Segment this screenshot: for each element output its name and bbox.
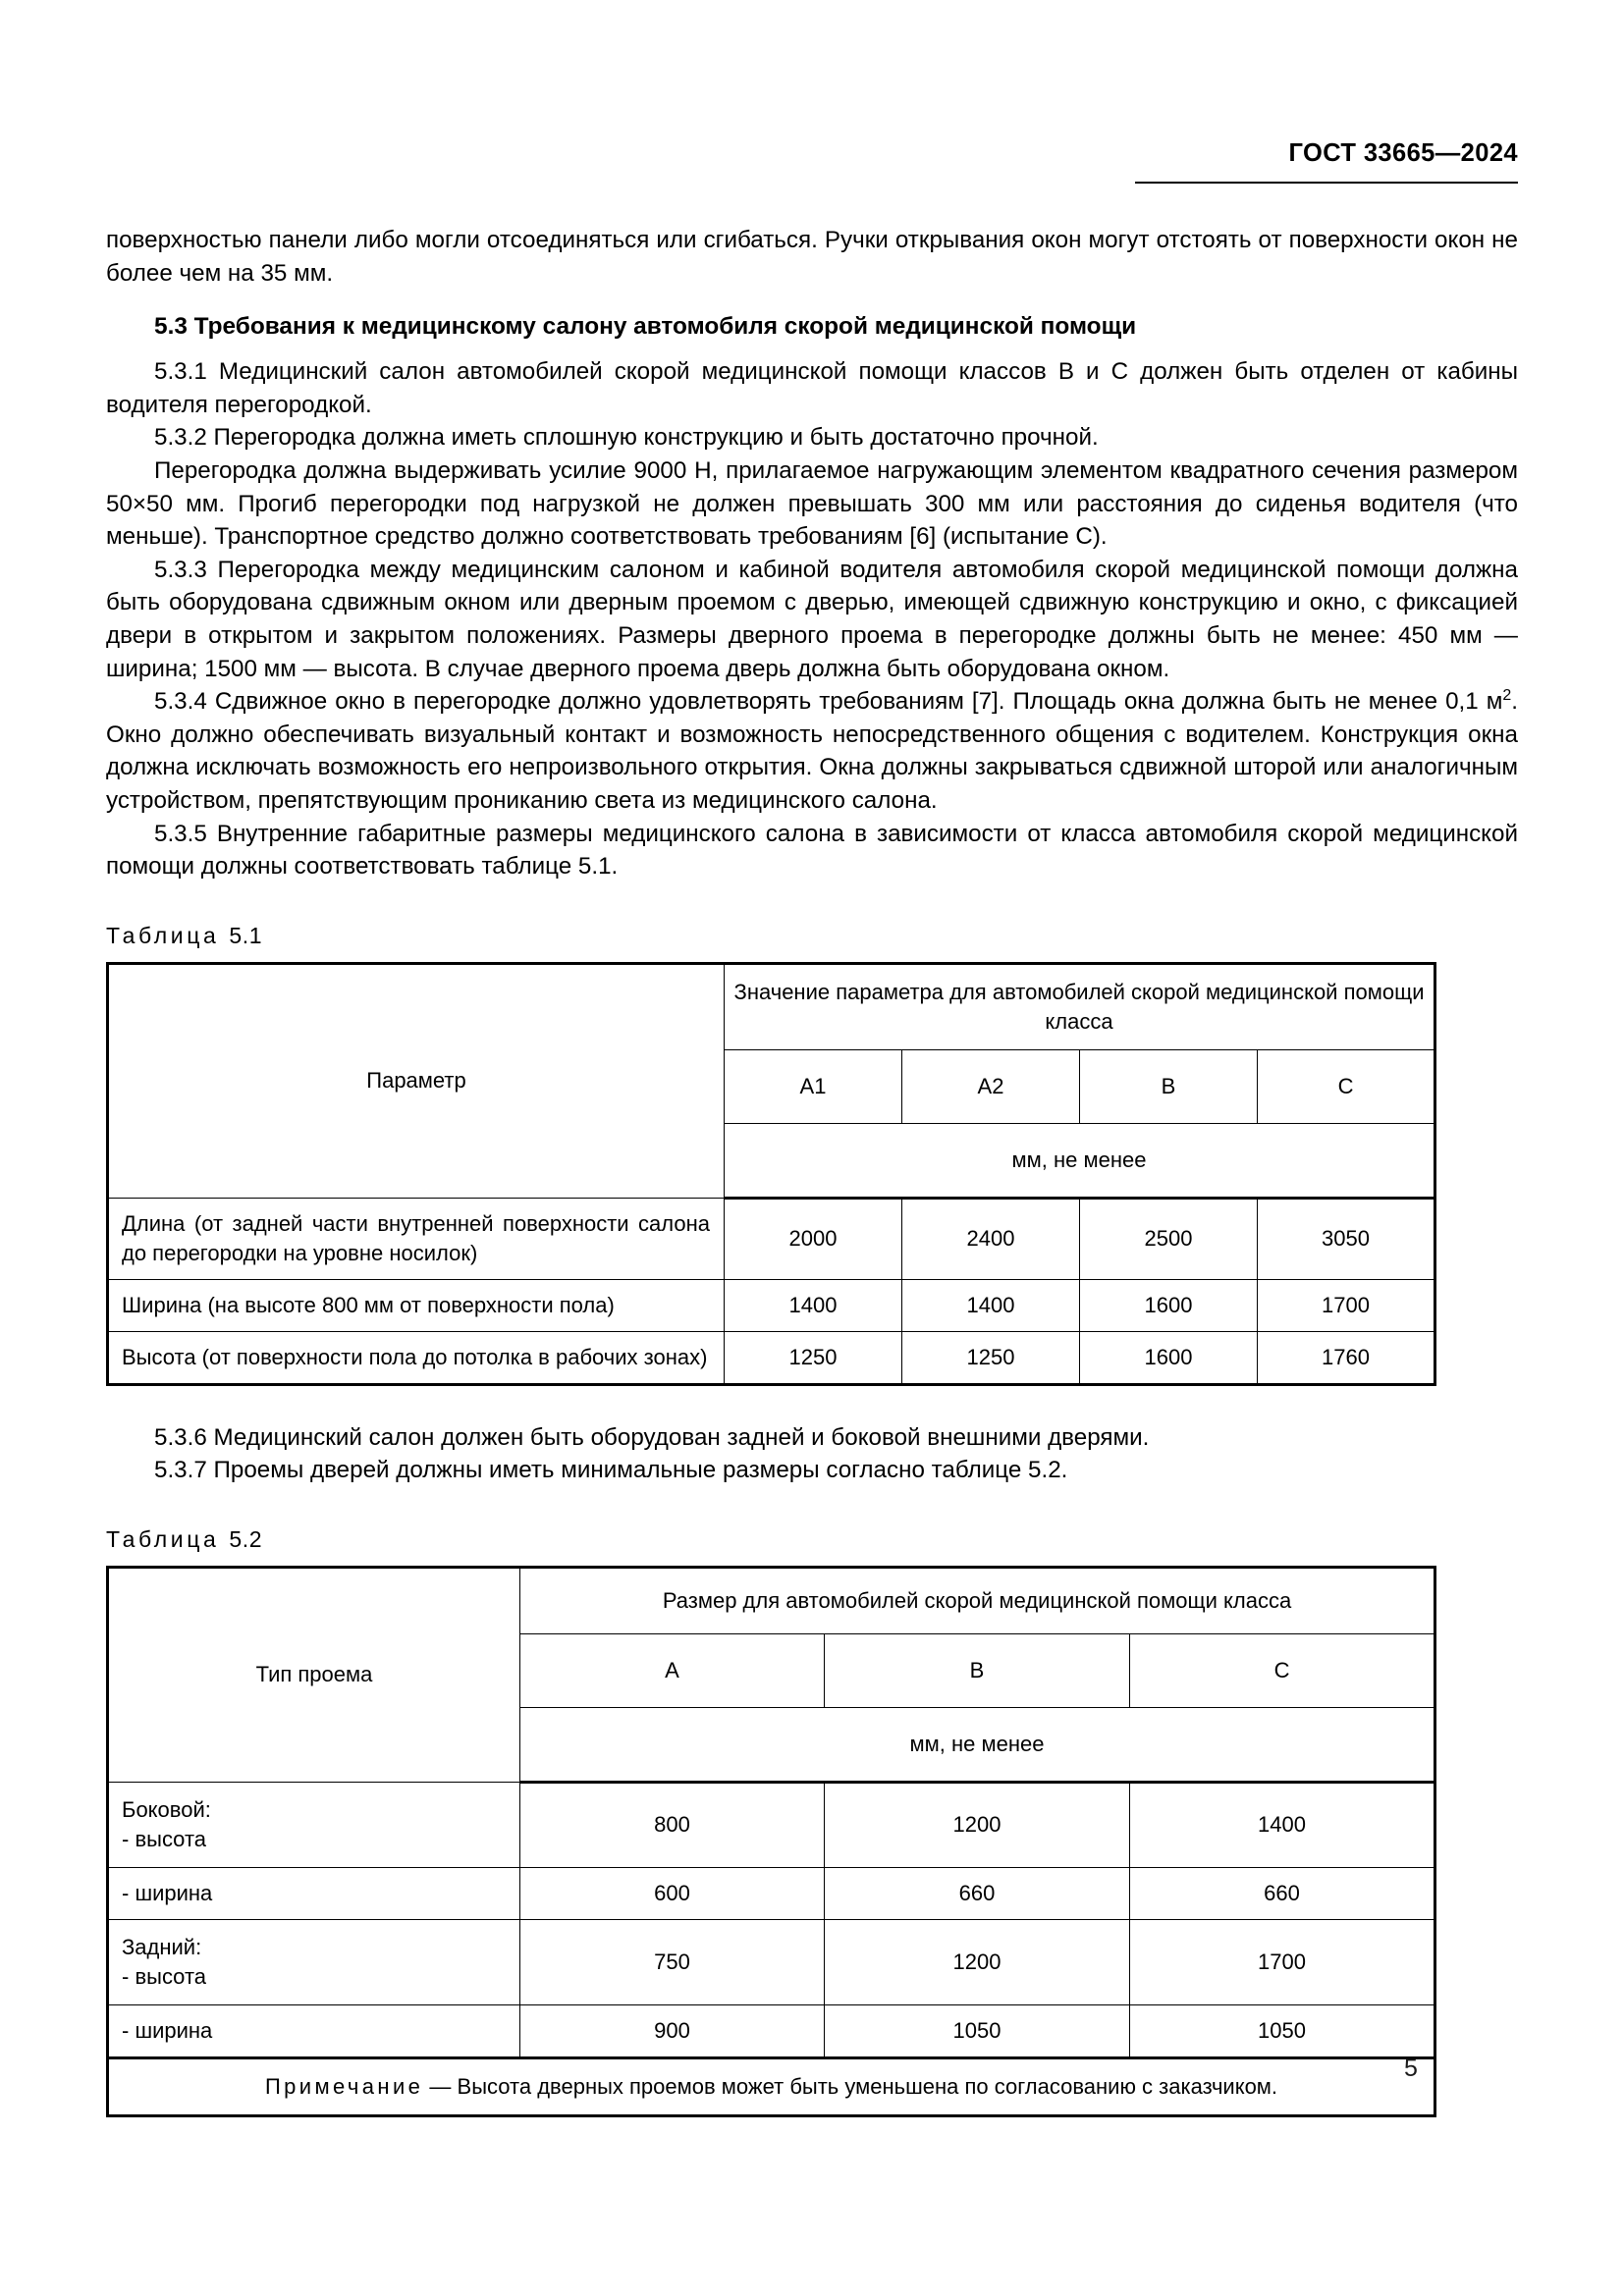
table-5-2-note-label: Примечание xyxy=(264,2073,424,2099)
table-5-2-group-header: Размер для автомобилей скорой медицинской помощи класса xyxy=(520,1567,1435,1633)
table-row xyxy=(108,1567,1435,1633)
table-row xyxy=(108,1919,1435,2004)
table-5-1-col-b: В xyxy=(1080,1049,1258,1123)
table-5-2-row-2-a: 600 xyxy=(520,1867,825,1919)
table-row xyxy=(108,2057,1435,2115)
table-5-2-caption-number: 5.2 xyxy=(229,1525,263,1552)
table-5-1-row-2-c: 1700 xyxy=(1258,1279,1435,1331)
table-5-2-row-1-a: 800 xyxy=(520,1782,825,1867)
table-row xyxy=(108,1867,1435,1919)
table-5-2-row-2-c: 660 xyxy=(1130,1867,1435,1919)
table-5-2-row-3-a: 750 xyxy=(520,1919,825,2004)
table-5-1-row-1-a2: 2400 xyxy=(902,1198,1080,1279)
table-5-1-row-2-parameter: Ширина (на высоте 800 мм от поверхности пола) xyxy=(108,1279,725,1331)
table-5-1-row-3-a2: 1250 xyxy=(902,1331,1080,1384)
table-5-2-row-3-b: 1200 xyxy=(825,1919,1130,2004)
table-5-2-row-4-parameter: - ширина xyxy=(108,2004,520,2057)
table-5-1-row-2-a1: 1400 xyxy=(725,1279,902,1331)
table-5-2-caption-label: Таблица xyxy=(106,1525,220,1552)
table-5-2-row-1-parameter xyxy=(108,1782,520,1867)
table-5-1 xyxy=(106,962,1436,1386)
table-5-2-row-2-parameter: - ширина xyxy=(108,1867,520,1919)
table-5-1-row-3-a1: 1250 xyxy=(725,1331,902,1384)
table-5-1-row-3-b: 1600 xyxy=(1080,1331,1258,1384)
header-rule xyxy=(1135,182,1518,184)
table-5-2-note xyxy=(108,2057,1435,2115)
table-row xyxy=(108,1331,1435,1384)
table-5-2-row-1-parameter-line2: - высота xyxy=(122,1826,207,1851)
table-5-2-row-4-a: 900 xyxy=(520,2004,825,2057)
table-5-2-row-3-parameter-line1: Задний: xyxy=(122,1934,202,1959)
paragraph-5-3-4-part1: 5.3.4 Сдвижное окно в перегородке должно удовлетворять требованиям [7]. Площадь окна должна быть не менее 0,1 м xyxy=(154,688,1503,716)
paragraph-5-3-7: 5.3.7 Проемы дверей должны иметь минимальные размеры согласно таблице 5.2. xyxy=(154,1457,1068,1484)
table-5-2-units: мм, не менее xyxy=(520,1707,1435,1782)
table-5-2-row-3-parameter xyxy=(108,1919,520,2004)
table-5-1-row-1-a1: 2000 xyxy=(725,1198,902,1279)
paragraph-5-3-4 xyxy=(106,685,1518,817)
table-5-1-row-1-b: 2500 xyxy=(1080,1198,1258,1279)
table-5-2-col-b: В xyxy=(825,1633,1130,1707)
table-5-2-row-3-c: 1700 xyxy=(1130,1919,1435,2004)
table-5-2-row-1-c: 1400 xyxy=(1130,1782,1435,1867)
paragraph-5-3-6: 5.3.6 Медицинский салон должен быть оборудован задней и боковой внешними дверями. xyxy=(154,1423,1150,1451)
paragraph-5-3-1: 5.3.1 Медицинский салон автомобилей скорой медицинской помощи классов В и С должен быть отделен от кабины водителя перегородкой. xyxy=(106,358,1518,418)
table-5-1-param-header: Параметр xyxy=(108,963,725,1198)
table-row xyxy=(108,1198,1435,1279)
paragraph-5-3-5: 5.3.5 Внутренние габаритные размеры медицинского салона в зависимости от класса автомобиля скорой медицинской помощи должны соответствовать таблице 5.1. xyxy=(106,820,1518,881)
table-row xyxy=(108,1782,1435,1867)
paragraph-5-3-2-load: Перегородка должна выдерживать усилие 9000 Н, прилагаемое нагружающим элементом квадратного сечения размером 50×50 мм. Прогиб перегородки под нагрузкой не должен превышать 300 мм или расстояния до сиденья водителя (что меньше). Транспортное средство должно соответствовать требованиям [6] (испытание С). xyxy=(106,456,1518,551)
paragraph-5-3-3: 5.3.3 Перегородка между медицинским салоном и кабиной водителя автомобиля скорой медицинской помощи должна быть оборудована сдвижным окном или дверным проемом с дверью, имеющей сдвижную конструкцию и окно, с фиксацией двери в открытом и закрытом положениях. Размеры дверного проема в перегородке должны быть не менее: 450 мм — ширина; 1500 мм — высота. В случае дверного проема дверь должна быть оборудована окном. xyxy=(106,556,1518,682)
table-5-2-row-4-c: 1050 xyxy=(1130,2004,1435,2057)
table-5-1-col-a1: А1 xyxy=(725,1049,902,1123)
table-5-2 xyxy=(106,1566,1436,2117)
table-5-2-row-3-parameter-line2: - высота xyxy=(122,1963,207,1989)
table-5-2-row-4-b: 1050 xyxy=(825,2004,1130,2057)
table-5-1-row-2-a2: 1400 xyxy=(902,1279,1080,1331)
standard-header: ГОСТ 33665—2024 xyxy=(1288,139,1518,167)
paragraph-5-3-4-part2: . Окно должно обеспечивать визуальный контакт и возможность непосредственного общения с водителем. Конструкция окна должна исключать возможность его непроизвольного открытия. Окна должны закрываться сдвижной шторой или аналогичным устройством, препятствующим прониканию света из медицинского салона. xyxy=(106,688,1518,814)
table-5-2-col-a: А xyxy=(520,1633,825,1707)
table-5-1-group-header: Значение параметра для автомобилей скорой медицинской помощи класса xyxy=(725,963,1435,1049)
table-5-1-row-3-c: 1760 xyxy=(1258,1331,1435,1384)
table-row xyxy=(108,2004,1435,2057)
table-5-2-note-text: — Высота дверных проемов может быть уменьшена по согласованию с заказчиком. xyxy=(429,2073,1278,2099)
table-row xyxy=(108,963,1435,1049)
table-5-1-col-a2: А2 xyxy=(902,1049,1080,1123)
table-5-2-row-2-b: 660 xyxy=(825,1867,1130,1919)
table-5-2-row-1-b: 1200 xyxy=(825,1782,1130,1867)
table-5-1-caption-label: Таблица xyxy=(106,922,220,948)
table-5-1-row-2-b: 1600 xyxy=(1080,1279,1258,1331)
table-5-1-row-1-parameter: Длина (от задней части внутренней поверхности салона до перегородки на уровне носилок) xyxy=(108,1198,725,1279)
table-5-1-units: мм, не менее xyxy=(725,1123,1435,1198)
page-content xyxy=(106,224,1518,2117)
table-row xyxy=(108,1279,1435,1331)
paragraph-continued: поверхностью панели либо могли отсоединяться или сгибаться. Ручки открывания окон могут отстоять от поверхности окон не более чем на 35 мм. xyxy=(106,227,1518,287)
section-heading-5-3: 5.3 Требования к медицинскому салону автомобиля скорой медицинской помощи xyxy=(154,313,1137,341)
page-number: 5 xyxy=(1404,2055,1418,2082)
table-5-2-param-header: Тип проема xyxy=(108,1567,520,1782)
table-5-2-col-c: С xyxy=(1130,1633,1435,1707)
square-meter-exponent: 2 xyxy=(1502,687,1512,705)
table-5-2-caption xyxy=(106,1526,1518,1553)
table-5-1-caption-number: 5.1 xyxy=(229,922,263,948)
table-5-1-row-3-parameter: Высота (от поверхности пола до потолка в рабочих зонах) xyxy=(108,1331,725,1384)
table-5-2-row-1-parameter-line1: Боковой: xyxy=(122,1796,211,1822)
table-5-1-caption xyxy=(106,923,1518,949)
table-5-1-col-c: С xyxy=(1258,1049,1435,1123)
table-5-1-row-1-c: 3050 xyxy=(1258,1198,1435,1279)
paragraph-5-3-2: 5.3.2 Перегородка должна иметь сплошную конструкцию и быть достаточно прочной. xyxy=(154,424,1099,452)
